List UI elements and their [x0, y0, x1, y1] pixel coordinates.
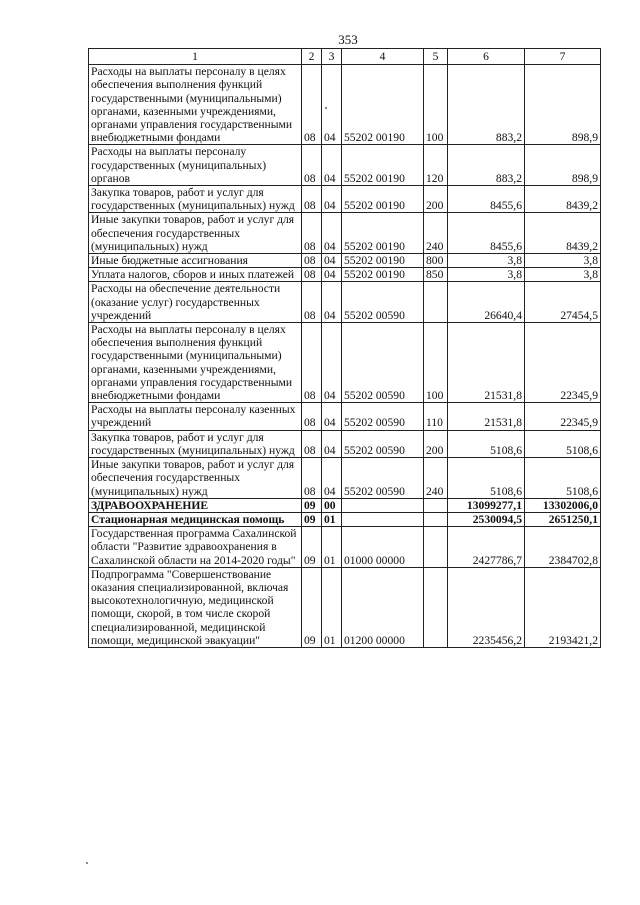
amount-year-1: 8455,6 [448, 213, 525, 254]
scan-speck [325, 107, 327, 109]
header-cell: 1 [89, 49, 302, 65]
expense-type-code [424, 567, 448, 647]
table-row [89, 458, 601, 499]
amount-year-1: 3,8 [448, 254, 525, 268]
amount-year-1: 2235456,2 [448, 567, 525, 647]
target-article-code: 55202 00190 [342, 65, 424, 145]
subsection-code: 01 [322, 567, 342, 647]
page-number: 353 [338, 32, 358, 47]
header-cell: 6 [448, 49, 525, 65]
budget-table [88, 48, 601, 648]
expense-type-code: 100 [424, 323, 448, 403]
subsection-code: 04 [322, 213, 342, 254]
table-row [89, 65, 601, 145]
expense-type-code [424, 282, 448, 323]
expense-type-code: 850 [424, 268, 448, 282]
expense-type-code: 110 [424, 403, 448, 430]
row-description: Закупка товаров, работ и услуг для государственных (муниципальных) нужд [89, 430, 302, 457]
section-code: 08 [302, 323, 322, 403]
amount-year-1: 21531,8 [448, 323, 525, 403]
amount-year-2: 3,8 [525, 254, 601, 268]
expense-type-code: 200 [424, 186, 448, 213]
subsection-code: 04 [322, 268, 342, 282]
amount-year-2: 8439,2 [525, 186, 601, 213]
row-description: Расходы на выплаты персоналу в целях обеспечения выполнения функций государственными (муниципальными) органами, казенными учреждениями, органами управления государственными внебюджетными фондами [89, 323, 302, 403]
row-description: ЗДРАВООХРАНЕНИЕ [89, 498, 302, 512]
target-article-code [342, 498, 424, 512]
amount-year-2: 22345,9 [525, 323, 601, 403]
header-cell: 2 [302, 49, 322, 65]
table-row [89, 498, 601, 512]
amount-year-1: 5108,6 [448, 458, 525, 499]
table-row [89, 213, 601, 254]
row-description: Иные закупки товаров, работ и услуг для обеспечения государственных (муниципальных) нужд [89, 213, 302, 254]
row-description: Расходы на обеспечение деятельности (оказание услуг) государственных учреждений [89, 282, 302, 323]
table-row [89, 527, 601, 568]
row-description: Уплата налогов, сборов и иных платежей [89, 268, 302, 282]
amount-year-2: 2651250,1 [525, 512, 601, 526]
table-row [89, 145, 601, 186]
amount-year-2: 5108,6 [525, 458, 601, 499]
expense-type-code: 240 [424, 458, 448, 499]
section-code: 09 [302, 567, 322, 647]
target-article-code: 55202 00190 [342, 213, 424, 254]
expense-type-code: 120 [424, 145, 448, 186]
row-description: Закупка товаров, работ и услуг для государственных (муниципальных) нужд [89, 186, 302, 213]
section-code: 08 [302, 145, 322, 186]
table-header-row [89, 49, 601, 65]
amount-year-2: 2193421,2 [525, 567, 601, 647]
table-row [89, 323, 601, 403]
amount-year-1: 13099277,1 [448, 498, 525, 512]
target-article-code: 55202 00590 [342, 403, 424, 430]
row-description: Расходы на выплаты персоналу в целях обеспечения выполнения функций государственными (муниципальными) органами, казенными учреждениями, органами управления государственными внебюджетными фондами [89, 65, 302, 145]
target-article-code: 55202 00590 [342, 458, 424, 499]
section-code: 08 [302, 430, 322, 457]
table-row [89, 567, 601, 647]
table-row [89, 282, 601, 323]
subsection-code: 04 [322, 145, 342, 186]
header-cell: 7 [525, 49, 601, 65]
subsection-code: 04 [322, 65, 342, 145]
target-article-code: 55202 00190 [342, 145, 424, 186]
target-article-code: 01200 00000 [342, 567, 424, 647]
row-description: Иные бюджетные ассигнования [89, 254, 302, 268]
subsection-code: 04 [322, 186, 342, 213]
subsection-code: 04 [322, 458, 342, 499]
target-article-code: 55202 00590 [342, 430, 424, 457]
target-article-code: 01000 00000 [342, 527, 424, 568]
amount-year-2: 898,9 [525, 145, 601, 186]
amount-year-1: 883,2 [448, 145, 525, 186]
amount-year-1: 26640,4 [448, 282, 525, 323]
row-description: Подпрограмма "Совершенствование оказания специализированной, включая высокотехнологичную, медицинской помощи, скорой, в том числе скорой специализированной, медицинской помощи, медицинской эвакуации" [89, 567, 302, 647]
section-code: 08 [302, 213, 322, 254]
amount-year-2: 3,8 [525, 268, 601, 282]
amount-year-1: 3,8 [448, 268, 525, 282]
table-row [89, 186, 601, 213]
expense-type-code: 240 [424, 213, 448, 254]
row-description: Иные закупки товаров, работ и услуг для обеспечения государственных (муниципальных) нужд [89, 458, 302, 499]
subsection-code: 01 [322, 512, 342, 526]
amount-year-2: 22345,9 [525, 403, 601, 430]
section-code: 08 [302, 458, 322, 499]
table-row [89, 430, 601, 457]
amount-year-1: 5108,6 [448, 430, 525, 457]
table-row [89, 512, 601, 526]
header-cell: 3 [322, 49, 342, 65]
table-row [89, 254, 601, 268]
amount-year-2: 898,9 [525, 65, 601, 145]
amount-year-2: 27454,5 [525, 282, 601, 323]
scan-speck [86, 862, 88, 864]
row-description: Стационарная медицинская помощь [89, 512, 302, 526]
section-code: 08 [302, 186, 322, 213]
amount-year-2: 2384702,8 [525, 527, 601, 568]
target-article-code: 55202 00190 [342, 186, 424, 213]
target-article-code: 55202 00190 [342, 254, 424, 268]
row-description: Государственная программа Сахалинской области "Развитие здравоохранения в Сахалинской области на 2014-2020 годы" [89, 527, 302, 568]
header-cell: 5 [424, 49, 448, 65]
expense-type-code [424, 498, 448, 512]
expense-type-code [424, 512, 448, 526]
section-code: 08 [302, 254, 322, 268]
subsection-code: 04 [322, 323, 342, 403]
target-article-code: 55202 00190 [342, 268, 424, 282]
row-description: Расходы на выплаты персоналу казенных учреждений [89, 403, 302, 430]
amount-year-2: 5108,6 [525, 430, 601, 457]
amount-year-1: 2530094,5 [448, 512, 525, 526]
amount-year-1: 883,2 [448, 65, 525, 145]
amount-year-2: 8439,2 [525, 213, 601, 254]
section-code: 08 [302, 403, 322, 430]
target-article-code [342, 512, 424, 526]
subsection-code: 04 [322, 282, 342, 323]
expense-type-code: 200 [424, 430, 448, 457]
section-code: 09 [302, 498, 322, 512]
subsection-code: 04 [322, 430, 342, 457]
expense-type-code: 800 [424, 254, 448, 268]
amount-year-1: 8455,6 [448, 186, 525, 213]
header-cell: 4 [342, 49, 424, 65]
amount-year-1: 21531,8 [448, 403, 525, 430]
table-row [89, 268, 601, 282]
subsection-code: 00 [322, 498, 342, 512]
expense-type-code: 100 [424, 65, 448, 145]
row-description: Расходы на выплаты персоналу государственных (муниципальных) органов [89, 145, 302, 186]
section-code: 08 [302, 268, 322, 282]
section-code: 09 [302, 512, 322, 526]
amount-year-2: 13302006,0 [525, 498, 601, 512]
expense-type-code [424, 527, 448, 568]
subsection-code: 04 [322, 254, 342, 268]
subsection-code: 01 [322, 527, 342, 568]
amount-year-1: 2427786,7 [448, 527, 525, 568]
section-code: 08 [302, 65, 322, 145]
subsection-code: 04 [322, 403, 342, 430]
section-code: 09 [302, 527, 322, 568]
target-article-code: 55202 00590 [342, 323, 424, 403]
target-article-code: 55202 00590 [342, 282, 424, 323]
table-row [89, 403, 601, 430]
section-code: 08 [302, 282, 322, 323]
